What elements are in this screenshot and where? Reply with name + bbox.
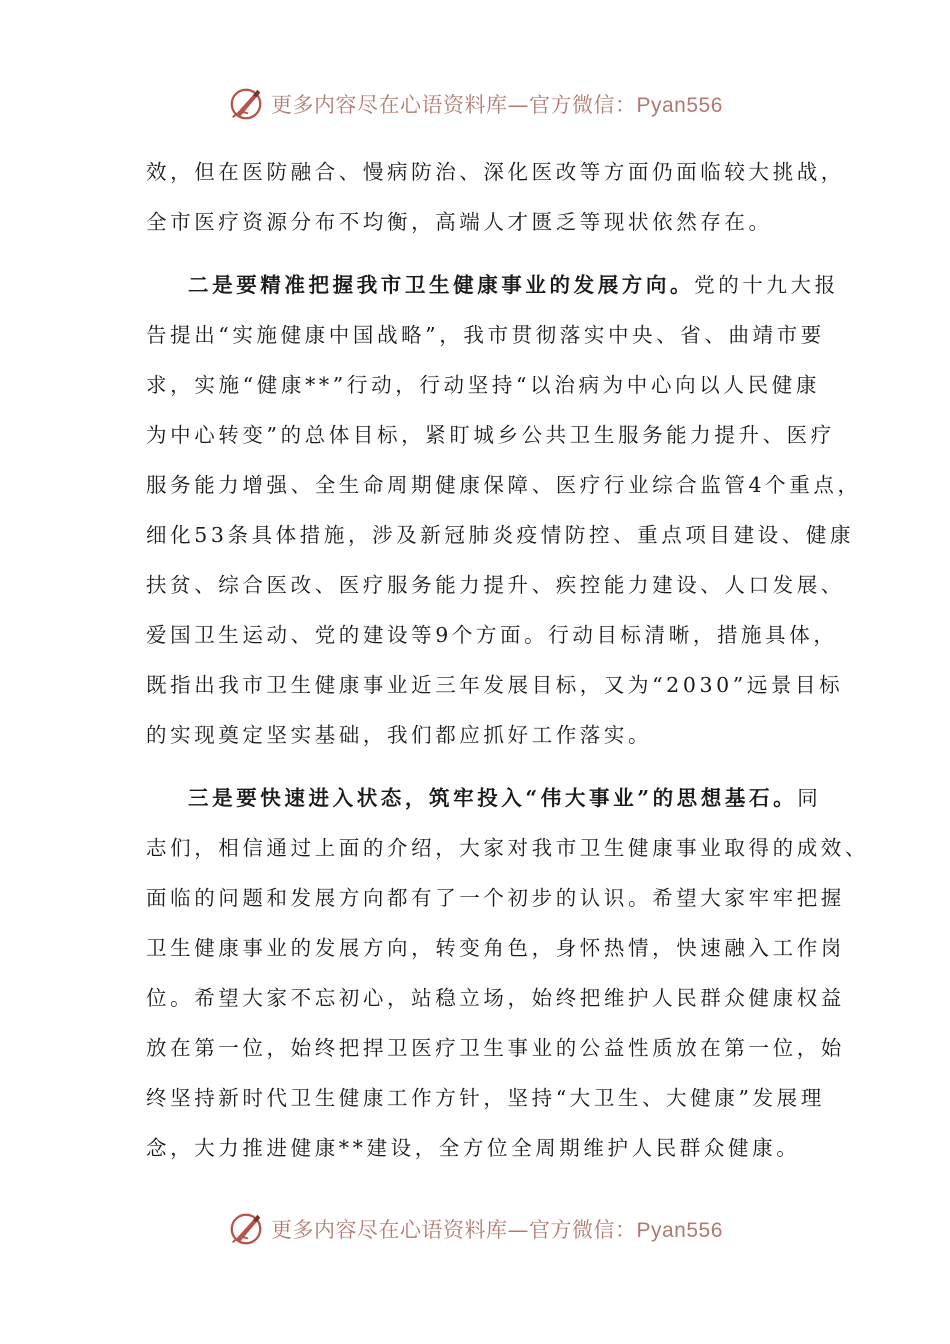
paragraph-3 (146, 773, 869, 1173)
pen-logo-icon (227, 85, 265, 123)
text-run: 同 (797, 786, 822, 810)
banner-wechat-id: Pyan556 (636, 1219, 723, 1242)
text-line: 既指出我市卫生健康事业近三年发展目标，又为“2030”远景目标 (146, 673, 844, 697)
header-banner (227, 84, 723, 124)
text-line: 告提出“实施健康中国战略”，我市贯彻落实中央、省、曲靖市要 (146, 323, 825, 347)
text-line: 念，大力推进健康**建设，全方位全周期维护人民群众健康。 (146, 1136, 801, 1160)
text-line: 放在第一位，始终把捍卫医疗卫生事业的公益性质放在第一位，始 (146, 1036, 845, 1060)
text-line: 扶贫、综合医改、医疗服务能力提升、疾控能力建设、人口发展、 (146, 573, 845, 597)
banner-separator: — (507, 93, 529, 117)
text-run: 党的十九大报 (694, 273, 839, 297)
paragraph-2 (146, 260, 862, 760)
text-line: 面临的问题和发展方向都有了一个初步的认识。希望大家牢牢把握 (146, 886, 845, 910)
text-line: 位。希望大家不忘初心，站稳立场，始终把维护人民群众健康权益 (146, 986, 845, 1010)
paragraph-first-line (146, 260, 839, 310)
text-line: 爱国卫生运动、党的建设等9个方面。行动目标清晰，措施具体， (146, 623, 838, 647)
paragraph-first-line (146, 773, 820, 823)
paragraph-heading: 三是要快速进入状态，筑牢投入“伟大事业”的思想基石。 (188, 786, 798, 810)
banner-brand: 更多内容尽在心语资料库 (271, 93, 508, 117)
banner-wechat-label: 官方微信： (529, 1218, 637, 1242)
text-line: 志们，相信通过上面的介绍，大家对我市卫生健康事业取得的成效、 (146, 836, 869, 860)
paragraph-1 (146, 147, 845, 247)
banner-text (271, 1214, 723, 1244)
text-line: 为中心转变”的总体目标，紧盯城乡公共卫生服务能力提升、医疗 (146, 423, 835, 447)
text-line: 卫生健康事业的发展方向，转变角色，身怀热情，快速融入工作岗 (146, 936, 845, 960)
text-line: 终坚持新时代卫生健康工作方针，坚持“大卫生、大健康”发展理 (146, 1086, 825, 1110)
banner-separator: — (507, 1218, 529, 1242)
banner-brand: 更多内容尽在心语资料库 (271, 1218, 508, 1242)
banner-text (271, 89, 723, 119)
text-line: 服务能力增强、全生命周期健康保障、医疗行业综合监管4个重点， (146, 473, 862, 497)
pen-logo-icon (227, 1210, 265, 1248)
text-line: 效，但在医防融合、慢病防治、深化医改等方面仍面临较大挑战， (146, 160, 845, 184)
text-line: 求，实施“健康**”行动，行动坚持“以治病为中心向以人民健康 (146, 373, 820, 397)
text-line: 细化53条具体措施，涉及新冠肺炎疫情防控、重点项目建设、健康 (146, 523, 855, 547)
footer-banner (227, 1209, 723, 1249)
paragraph-heading: 二是要精准把握我市卫生健康事业的发展方向。 (188, 273, 695, 297)
banner-wechat-label: 官方微信： (529, 93, 637, 117)
text-line: 全市医疗资源分布不均衡，高端人才匮乏等现状依然存在。 (146, 210, 773, 234)
document-body (146, 147, 869, 1173)
banner-wechat-id: Pyan556 (636, 94, 723, 117)
text-line: 的实现奠定坚实基础，我们都应抓好工作落实。 (146, 723, 653, 747)
